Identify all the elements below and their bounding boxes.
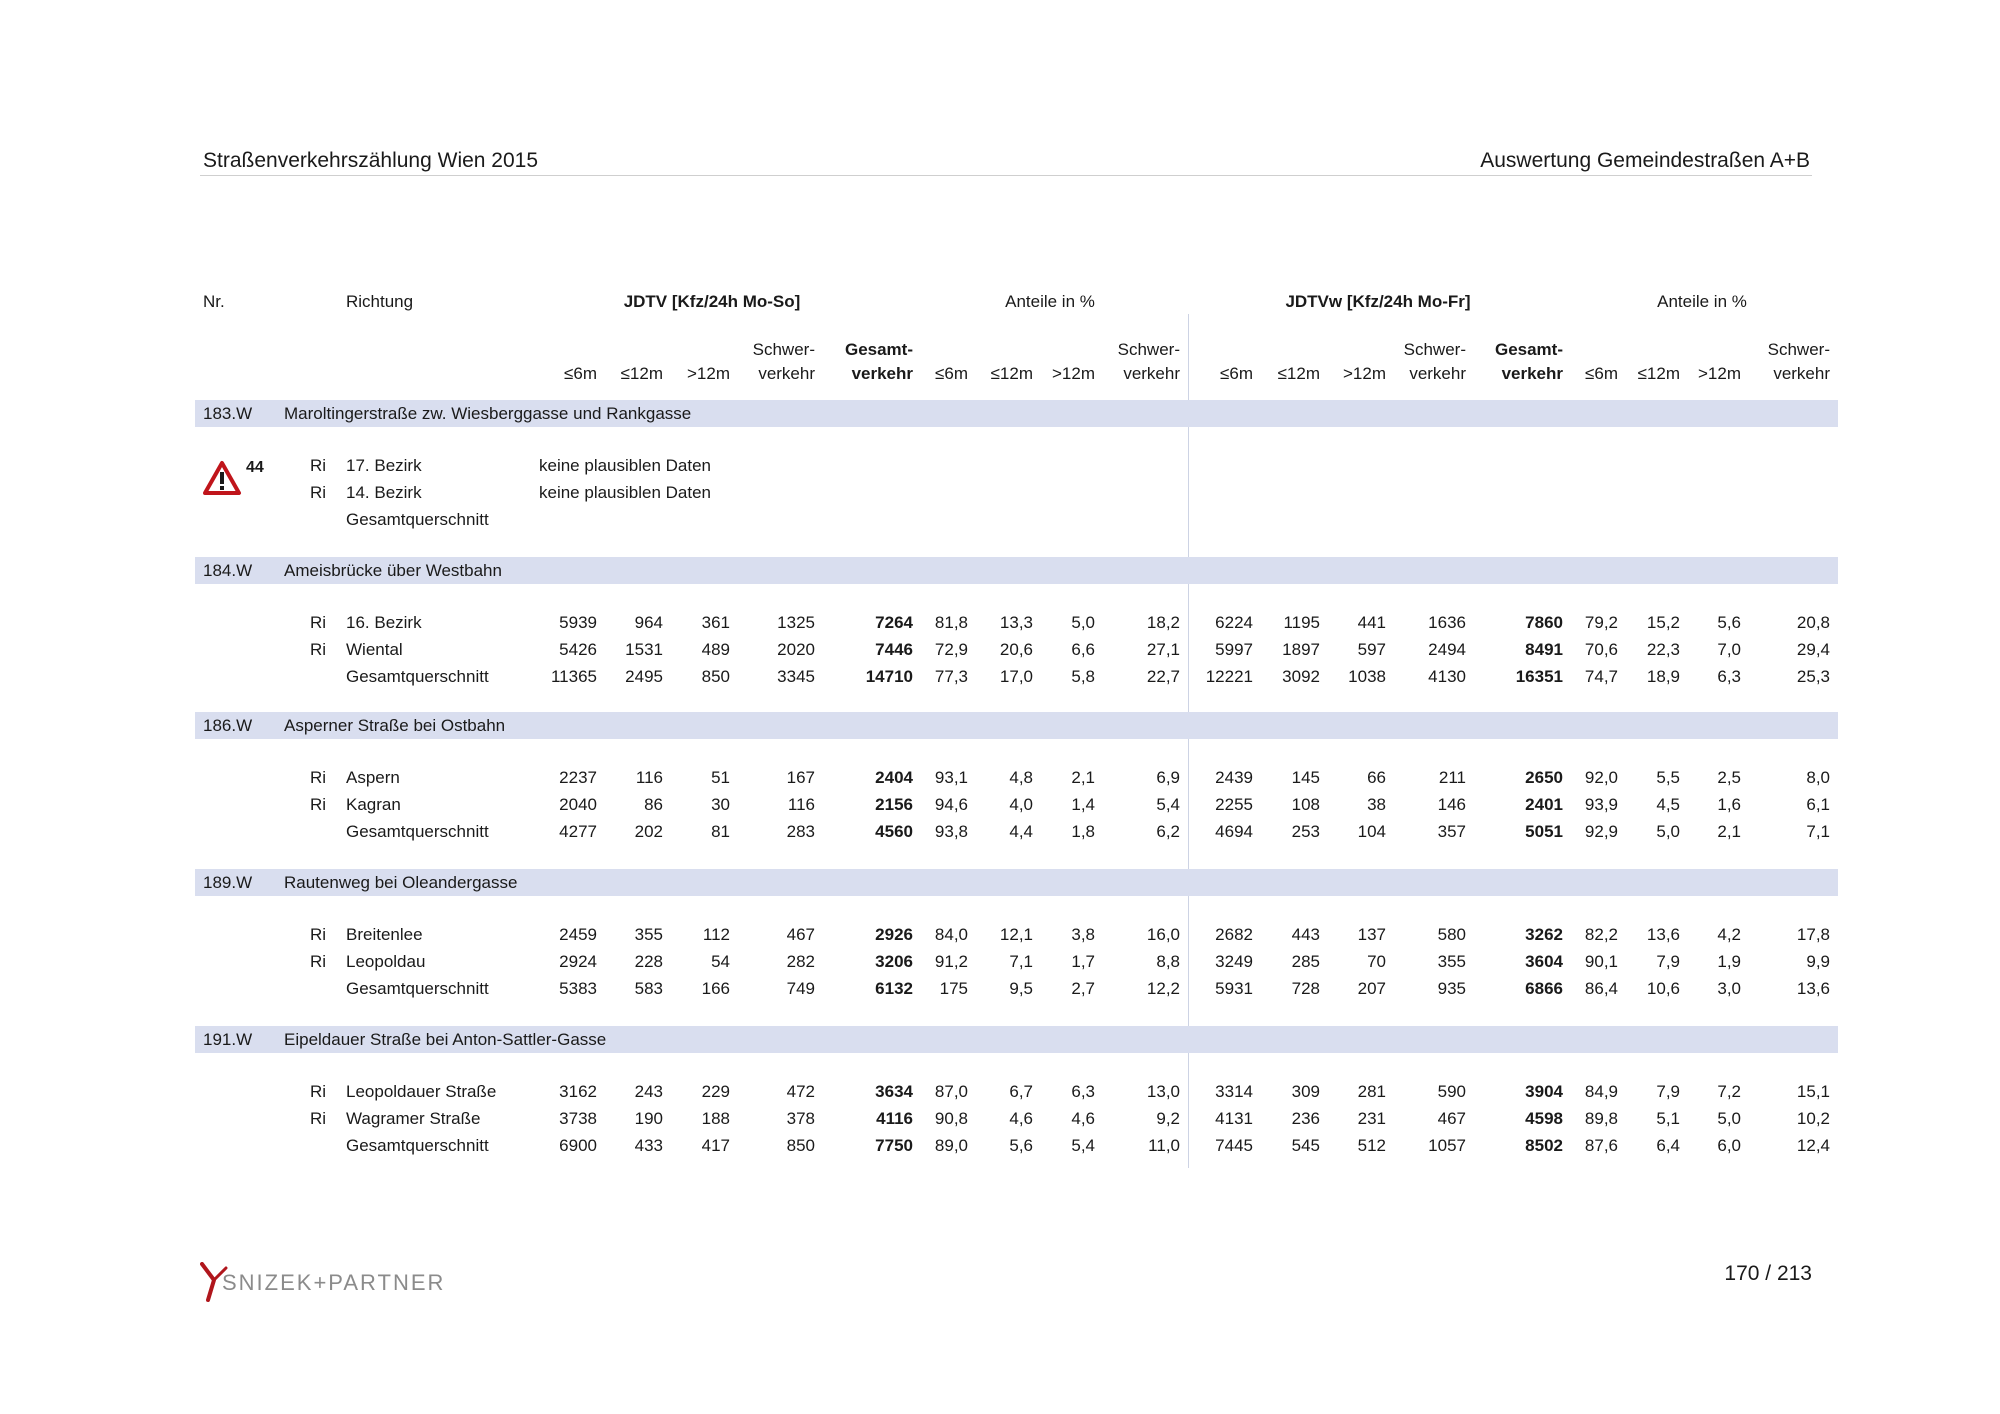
table-cell: 5,5: [1656, 768, 1680, 787]
table-cell: 27,1: [1146, 640, 1180, 659]
table-cell: 283: [786, 822, 815, 841]
section-number: 184.W: [203, 561, 253, 580]
table-cell: 5,0: [1717, 1109, 1741, 1128]
table-cell: 84,9: [1584, 1082, 1618, 1101]
table-cell: 7,1: [1806, 822, 1830, 841]
table-cell: 2439: [1215, 768, 1253, 787]
table-cell: 29,4: [1796, 640, 1830, 659]
table-cell: 4277: [559, 822, 597, 841]
table-cell: 15,1: [1796, 1082, 1830, 1101]
table-cell: 5997: [1215, 640, 1253, 659]
table-cell: 433: [634, 1136, 663, 1155]
table-cell: 1,6: [1717, 795, 1741, 814]
table-cell: 6,3: [1071, 1082, 1095, 1101]
direction-prefix: Ri: [310, 1109, 327, 1128]
table-cell: 3206: [875, 952, 913, 971]
table-cell: 4,5: [1656, 795, 1680, 814]
direction-name: 14. Bezirk: [346, 483, 422, 502]
table-cell: 12,4: [1796, 1136, 1830, 1155]
column-richtung: Richtung: [346, 292, 414, 311]
table-cell: 2926: [875, 925, 913, 944]
data-note: keine plausiblen Daten: [539, 483, 712, 502]
table-cell: 91,2: [934, 952, 968, 971]
table-cell: 3634: [875, 1082, 913, 1101]
column-size-label: >12m: [1343, 364, 1386, 383]
table-cell: 231: [1357, 1109, 1386, 1128]
table-cell: 145: [1291, 768, 1320, 787]
table-cell: 2020: [777, 640, 815, 659]
column-size-label: ≤6m: [1220, 364, 1253, 383]
table-cell: 3249: [1215, 952, 1253, 971]
table-cell: 25,3: [1796, 667, 1830, 686]
table-cell: 545: [1291, 1136, 1320, 1155]
table-cell: 30: [711, 795, 730, 814]
column-schwer-label: verkehr: [1773, 364, 1830, 383]
data-note: keine plausiblen Daten: [539, 456, 712, 475]
table-cell: 94,6: [934, 795, 968, 814]
direction-name: Breitenlee: [346, 925, 423, 944]
table-cell: 6866: [1525, 979, 1563, 998]
column-gesamt-label: verkehr: [851, 364, 913, 383]
table-cell: 1531: [625, 640, 663, 659]
table-cell: 5,6: [1009, 1136, 1033, 1155]
section-header: [195, 869, 1838, 896]
table-cell: 6,3: [1717, 667, 1741, 686]
table-cell: 11,0: [1148, 1136, 1180, 1155]
direction-prefix: Ri: [310, 1082, 327, 1101]
column-schwer-label: verkehr: [1409, 364, 1466, 383]
table-cell: 1,7: [1071, 952, 1095, 971]
column-schwer-label: Schwer-: [1767, 340, 1830, 359]
section-header: [195, 712, 1838, 739]
column-nr: Nr.: [203, 292, 225, 311]
table-cell: 202: [634, 822, 663, 841]
header-divider: [200, 175, 1812, 176]
table-cell: 1057: [1428, 1136, 1466, 1155]
table-cell: 20,6: [999, 640, 1033, 659]
table-cell: 2495: [625, 667, 663, 686]
warning-number: 44: [246, 459, 264, 476]
table-cell: 104: [1357, 822, 1386, 841]
table-cell: 5051: [1525, 822, 1563, 841]
section-name: Eipeldauer Straße bei Anton-Sattler-Gasse: [284, 1030, 607, 1049]
table-cell: 14710: [865, 667, 913, 686]
section-header: [195, 1026, 1838, 1053]
table-cell: 22,3: [1646, 640, 1680, 659]
table-cell: 1325: [777, 613, 815, 632]
table-cell: 51: [711, 768, 730, 787]
table-cell: 281: [1357, 1082, 1386, 1101]
column-jdtvw: JDTVw [Kfz/24h Mo-Fr]: [1285, 292, 1471, 311]
table-cell: 5426: [559, 640, 597, 659]
direction-name: Gesamtquerschnitt: [346, 979, 489, 998]
table-cell: 3,8: [1071, 925, 1095, 944]
direction-name: Gesamtquerschnitt: [346, 1136, 489, 1155]
direction-name: 17. Bezirk: [346, 456, 422, 475]
table-cell: 2,7: [1071, 979, 1095, 998]
table-cell: 964: [634, 613, 663, 632]
company-logo-text: SNIZEK+PARTNER: [222, 1270, 446, 1295]
column-gesamt-label: Gesamt-: [1494, 340, 1563, 359]
table-cell: 243: [634, 1082, 663, 1101]
table-cell: 93,9: [1584, 795, 1618, 814]
table-cell: 467: [786, 925, 815, 944]
table-cell: 2401: [1525, 795, 1563, 814]
direction-prefix: Ri: [310, 952, 327, 971]
column-gesamt-label: Gesamt-: [844, 340, 913, 359]
table-cell: 16,0: [1146, 925, 1180, 944]
table-cell: 167: [786, 768, 815, 787]
table-cell: 2682: [1215, 925, 1253, 944]
table-cell: 1038: [1348, 667, 1386, 686]
table-cell: 309: [1291, 1082, 1320, 1101]
table-cell: 1897: [1282, 640, 1320, 659]
column-schwer-label: verkehr: [1123, 364, 1180, 383]
table-cell: 5,4: [1071, 1136, 1095, 1155]
table-cell: 472: [786, 1082, 815, 1101]
direction-name: 16. Bezirk: [346, 613, 422, 632]
table-cell: 190: [634, 1109, 663, 1128]
table-cell: 87,6: [1584, 1136, 1618, 1155]
table-cell: 7445: [1215, 1136, 1253, 1155]
table-cell: 441: [1357, 613, 1386, 632]
section-name: Ameisbrücke über Westbahn: [284, 561, 502, 580]
table-cell: 228: [634, 952, 663, 971]
section-name: Asperner Straße bei Ostbahn: [284, 716, 506, 735]
section-number: 183.W: [203, 404, 253, 423]
table-cell: 2494: [1428, 640, 1466, 659]
direction-name: Wiental: [346, 640, 403, 659]
direction-prefix: Ri: [310, 456, 327, 475]
table-cell: 18,9: [1646, 667, 1680, 686]
direction-name: Leopoldau: [346, 952, 426, 971]
table-cell: 2650: [1525, 768, 1563, 787]
table-cell: 282: [786, 952, 815, 971]
table-cell: 66: [1367, 768, 1386, 787]
table-cell: 1636: [1428, 613, 1466, 632]
table-cell: 285: [1291, 952, 1320, 971]
section-number: 189.W: [203, 873, 253, 892]
table-cell: 8502: [1525, 1136, 1563, 1155]
table-cell: 93,8: [934, 822, 968, 841]
table-cell: 1,4: [1071, 795, 1095, 814]
table-cell: 5,1: [1656, 1109, 1680, 1128]
table-cell: 4560: [875, 822, 913, 841]
table-cell: 5939: [559, 613, 597, 632]
table-cell: 2459: [559, 925, 597, 944]
column-schwer-label: Schwer-: [752, 340, 815, 359]
table-cell: 2404: [875, 768, 913, 787]
table-cell: 357: [1437, 822, 1466, 841]
table-cell: 443: [1291, 925, 1320, 944]
table-cell: 5,8: [1071, 667, 1095, 686]
table-cell: 3345: [777, 667, 815, 686]
table-cell: 1,9: [1717, 952, 1741, 971]
table-cell: 112: [702, 925, 730, 944]
table-cell: 5,0: [1656, 822, 1680, 841]
table-cell: 7446: [875, 640, 913, 659]
table-cell: 2237: [559, 768, 597, 787]
direction-prefix: Ri: [310, 768, 327, 787]
table-cell: 11365: [550, 667, 597, 686]
column-size-label: >12m: [687, 364, 730, 383]
section-header: [195, 400, 1838, 427]
table-cell: 6,0: [1717, 1136, 1741, 1155]
column-size-label: ≤12m: [990, 364, 1033, 383]
column-schwer-label: verkehr: [758, 364, 815, 383]
column-size-label: ≤6m: [935, 364, 968, 383]
table-cell: 1195: [1283, 613, 1320, 632]
table-cell: 22,7: [1146, 667, 1180, 686]
table-cell: 4,6: [1009, 1109, 1033, 1128]
table-cell: 20,8: [1796, 613, 1830, 632]
document-title: Straßenverkehrszählung Wien 2015: [203, 149, 539, 172]
table-cell: 4598: [1525, 1109, 1563, 1128]
table-cell: 74,7: [1584, 667, 1618, 686]
table-cell: 211: [1438, 768, 1466, 787]
page-number: 170 / 213: [1724, 1262, 1812, 1285]
table-cell: 6224: [1215, 613, 1253, 632]
direction-prefix: Ri: [310, 925, 327, 944]
table-cell: 6,6: [1071, 640, 1095, 659]
direction-name: Gesamtquerschnitt: [346, 667, 489, 686]
table-cell: 580: [1437, 925, 1466, 944]
table-cell: 4,0: [1009, 795, 1033, 814]
direction-prefix: Ri: [310, 640, 327, 659]
table-cell: 4130: [1428, 667, 1466, 686]
table-cell: 13,0: [1146, 1082, 1180, 1101]
column-anteile-w: Anteile in %: [1657, 292, 1747, 311]
table-cell: 92,0: [1584, 768, 1618, 787]
table-cell: 4694: [1215, 822, 1253, 841]
table-cell: 13,6: [1796, 979, 1830, 998]
table-cell: 5383: [559, 979, 597, 998]
table-cell: 70: [1367, 952, 1386, 971]
table-cell: 7,9: [1656, 952, 1680, 971]
table-cell: 7750: [875, 1136, 913, 1155]
table-cell: 89,8: [1584, 1109, 1618, 1128]
table-cell: 3262: [1525, 925, 1563, 944]
column-size-label: ≤12m: [1277, 364, 1320, 383]
table-cell: 597: [1357, 640, 1386, 659]
table-cell: 5,4: [1156, 795, 1180, 814]
document-subtitle: Auswertung Gemeindestraßen A+B: [1480, 149, 1810, 172]
table-cell: 92,9: [1584, 822, 1618, 841]
column-anteile: Anteile in %: [1005, 292, 1095, 311]
direction-name: Aspern: [346, 768, 400, 787]
table-cell: 2,1: [1071, 768, 1095, 787]
direction-name: Gesamtquerschnitt: [346, 822, 489, 841]
table-cell: 7,1: [1009, 952, 1033, 971]
table-cell: 489: [701, 640, 730, 659]
table-cell: 7860: [1525, 613, 1563, 632]
column-size-label: >12m: [1698, 364, 1741, 383]
table-cell: 10,6: [1646, 979, 1680, 998]
table-cell: 84,0: [934, 925, 968, 944]
table-cell: 87,0: [934, 1082, 968, 1101]
table-cell: 3738: [559, 1109, 597, 1128]
column-size-label: >12m: [1052, 364, 1095, 383]
column-gesamt-label: verkehr: [1501, 364, 1563, 383]
table-cell: 3162: [559, 1082, 597, 1101]
table-cell: 3092: [1282, 667, 1320, 686]
direction-name: Leopoldauer Straße: [346, 1082, 497, 1101]
table-cell: 7,2: [1717, 1082, 1741, 1101]
table-cell: 9,9: [1806, 952, 1830, 971]
table-cell: 355: [634, 925, 663, 944]
table-cell: 1,8: [1071, 822, 1095, 841]
table-cell: 361: [701, 613, 730, 632]
table-cell: 79,2: [1584, 613, 1618, 632]
table-cell: 188: [701, 1109, 730, 1128]
table-cell: 6,7: [1009, 1082, 1033, 1101]
table-cell: 207: [1357, 979, 1386, 998]
table-cell: 17,0: [999, 667, 1033, 686]
section-name: Rautenweg bei Oleandergasse: [284, 873, 518, 892]
direction-prefix: Ri: [310, 613, 327, 632]
table-cell: 5,0: [1071, 613, 1095, 632]
table-cell: 12221: [1205, 667, 1253, 686]
column-size-label: ≤12m: [1637, 364, 1680, 383]
section-name: Maroltingerstraße zw. Wiesberggasse und Rankgasse: [284, 404, 692, 423]
table-cell: 2924: [559, 952, 597, 971]
table-cell: 6,2: [1156, 822, 1180, 841]
table-cell: 12,2: [1146, 979, 1180, 998]
table-cell: 5,6: [1717, 613, 1741, 632]
table-cell: 236: [1291, 1109, 1320, 1128]
table-cell: 749: [786, 979, 815, 998]
table-cell: 7,0: [1717, 640, 1741, 659]
direction-name: Wagramer Straße: [346, 1109, 481, 1128]
table-cell: 77,3: [934, 667, 968, 686]
table-cell: 7264: [875, 613, 913, 632]
table-cell: 38: [1367, 795, 1386, 814]
table-cell: 512: [1357, 1136, 1386, 1155]
table-cell: 4,6: [1071, 1109, 1095, 1128]
table-cell: 9,5: [1009, 979, 1033, 998]
table-cell: 70,6: [1584, 640, 1618, 659]
table-cell: 378: [786, 1109, 815, 1128]
table-cell: 583: [634, 979, 663, 998]
table-cell: 728: [1291, 979, 1320, 998]
table-cell: 8491: [1525, 640, 1563, 659]
table-cell: 146: [1437, 795, 1466, 814]
table-cell: 4116: [876, 1109, 913, 1128]
section-number: 186.W: [203, 716, 253, 735]
table-cell: 467: [1437, 1109, 1466, 1128]
table-cell: 6,4: [1656, 1136, 1680, 1155]
table-cell: 3904: [1525, 1082, 1563, 1101]
column-size-label: ≤12m: [620, 364, 663, 383]
table-cell: 2255: [1215, 795, 1253, 814]
table-cell: 6900: [559, 1136, 597, 1155]
table-cell: 2156: [875, 795, 913, 814]
table-cell: 108: [1291, 795, 1320, 814]
table-cell: 17,8: [1796, 925, 1830, 944]
table-cell: 355: [1437, 952, 1466, 971]
column-size-label: ≤6m: [564, 364, 597, 383]
table-cell: 86: [644, 795, 663, 814]
table-cell: 13,3: [999, 613, 1033, 632]
table-cell: 6,9: [1156, 768, 1180, 787]
table-cell: 16351: [1515, 667, 1563, 686]
table-cell: 850: [701, 667, 730, 686]
table-cell: 12,1: [999, 925, 1033, 944]
table-cell: 15,2: [1646, 613, 1680, 632]
direction-prefix: Ri: [310, 795, 327, 814]
table-cell: 116: [635, 768, 663, 787]
table-cell: 82,2: [1584, 925, 1618, 944]
table-cell: 6132: [875, 979, 913, 998]
table-cell: 10,2: [1796, 1109, 1830, 1128]
table-cell: 8,8: [1156, 952, 1180, 971]
table-cell: 590: [1437, 1082, 1466, 1101]
column-schwer-label: Schwer-: [1117, 340, 1180, 359]
table-cell: 18,2: [1146, 613, 1180, 632]
section-header: [195, 557, 1838, 584]
table-cell: 417: [701, 1136, 730, 1155]
table-cell: 229: [701, 1082, 730, 1101]
warning-triangle-icon: [202, 460, 242, 496]
table-cell: 2,1: [1717, 822, 1741, 841]
direction-prefix: Ri: [310, 483, 327, 502]
table-cell: 3314: [1215, 1082, 1253, 1101]
table-cell: 175: [939, 979, 968, 998]
table-cell: 2,5: [1717, 768, 1741, 787]
table-cell: 81,8: [934, 613, 968, 632]
table-cell: 9,2: [1156, 1109, 1180, 1128]
table-cell: 13,6: [1646, 925, 1680, 944]
table-cell: 2040: [559, 795, 597, 814]
table-cell: 86,4: [1584, 979, 1618, 998]
direction-name: Kagran: [346, 795, 401, 814]
table-cell: 4,4: [1009, 822, 1033, 841]
table-cell: 90,1: [1584, 952, 1618, 971]
table-cell: 253: [1291, 822, 1320, 841]
table-cell: 5931: [1215, 979, 1253, 998]
table-cell: 850: [786, 1136, 815, 1155]
table-cell: 6,1: [1806, 795, 1830, 814]
table-cell: 72,9: [934, 640, 968, 659]
table-cell: 8,0: [1806, 768, 1830, 787]
table-cell: 935: [1437, 979, 1466, 998]
table-cell: 166: [701, 979, 730, 998]
table-cell: 7,9: [1656, 1082, 1680, 1101]
table-cell: 54: [711, 952, 730, 971]
table-cell: 137: [1357, 925, 1386, 944]
table-cell: 3,0: [1717, 979, 1741, 998]
table-cell: 90,8: [934, 1109, 968, 1128]
column-size-label: ≤6m: [1585, 364, 1618, 383]
direction-name: Gesamtquerschnitt: [346, 510, 489, 529]
table-cell: 4,2: [1717, 925, 1741, 944]
column-jdtv: JDTV [Kfz/24h Mo-So]: [623, 292, 801, 311]
table-cell: 81: [711, 822, 730, 841]
table-cell: 89,0: [934, 1136, 968, 1155]
table-cell: 93,1: [934, 768, 968, 787]
column-schwer-label: Schwer-: [1403, 340, 1466, 359]
table-cell: 4131: [1215, 1109, 1253, 1128]
section-number: 191.W: [203, 1030, 253, 1049]
table-cell: 4,8: [1009, 768, 1033, 787]
table-cell: 3604: [1525, 952, 1563, 971]
table-cell: 116: [787, 795, 815, 814]
